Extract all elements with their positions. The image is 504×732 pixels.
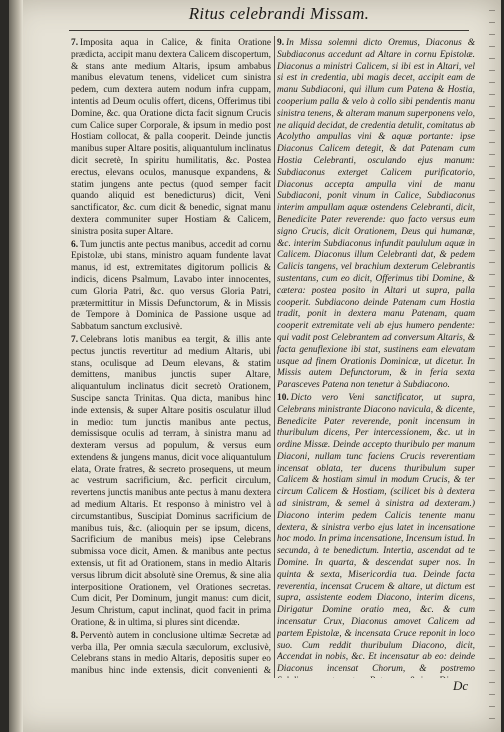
ruler-tick	[489, 178, 495, 179]
ruler-tick	[489, 250, 495, 251]
paragraph	[71, 240, 271, 334]
paragraph	[277, 393, 475, 678]
paragraph-text: Tum junctis ante pectus manibus, accedit ad cornu Epistolæ, ubi stans, ministro aquam fundente lavat manus, id est, extremitates digitorum pollicis & indicis, dicens Psalmum, Lavabo inter innocentes, cum Gloria Patri, &c. quo versus Gloria Patri, prætermittitur in Missis Defunctorum, & in Missis de Tempore à Dominica de Passione usque ad Sabbatum sanctum exclusivè.	[71, 239, 271, 333]
paragraph	[71, 631, 271, 678]
ruler-tick	[489, 202, 495, 203]
paragraph-number: 10.	[277, 392, 289, 403]
ruler-tick	[489, 682, 495, 683]
ruler-tick	[489, 70, 495, 71]
ruler-tick	[489, 298, 495, 299]
ruler-tick	[489, 226, 495, 227]
scan-ruler	[481, 0, 501, 732]
paragraph-number: 9.	[277, 38, 285, 48]
ruler-tick	[489, 694, 495, 695]
ruler-tick	[489, 166, 495, 167]
ruler-tick	[489, 58, 495, 59]
paragraph-number: 7.	[71, 334, 79, 345]
ruler-tick	[489, 454, 495, 455]
ruler-tick	[489, 598, 495, 599]
ruler-tick	[489, 130, 495, 131]
ruler-tick	[489, 322, 495, 323]
ruler-tick	[489, 94, 495, 95]
ruler-tick	[489, 514, 495, 515]
right-text-column	[277, 38, 475, 678]
ruler-tick	[489, 634, 495, 635]
catchword: Dc	[453, 678, 469, 693]
paragraph-text: Perventò autem in conclusione ultimæ Secretæ ad verba illa, Per omnia sæcula sæculorum, exclusivè, Celebrans stans in medio Altaris, depositis super eo manibus hinc inde extensis, dicit convenienti &	[71, 630, 271, 677]
paragraph-text: Dicto vero Veni sanctificator, ut supra, Celebrans ministrante Diacono navicula, & dicente, Benedicite Pater reverende, ponit incensum in thuribulum dicens, Per intercessionem, &c. ut in ordine Missæ. Deinde accepto thuribulo per manum Diaconi, nullam tunc faciens Crucis reverentiam incensat oblata, ter ducens thuribulum super Calicem & hostiam simul in modum Crucis, & ter circum Calicem & Hostiam, (scilicet bis à dextera ad sinistram, & semel à sinistra ad dexteram.) Diacono interim pedem Calicis tenente manu dextera, & sinistra verbo ejus latet in incensatione hoc modo. In prima incensatione, Incensum istud. In secunda, à te benedictum. Intertia, ascendat ad te Domine. In quarta, & descendat super nos. In quinta & sexta, Misericordia tua. Deinde facta reverentia, incensat Crucem & altare, ut dictum est supra, assistente eodem Diacono, interim dicens, Dirigatur Domine oratio mea, &c. & cum incensatur Crux, Diaconus amovet Calicem ad partem Epistolæ, & incensata Cruce reponit in loco suo. Cum reddit thuribulum Diacono, dicit, Accendat in nobis, &c. Et incensatur ab eo: deinde Diaconus incensat Chorum, & postremo	[277, 392, 475, 675]
ruler-tick	[489, 718, 495, 719]
book-spine-shadow	[9, 0, 23, 732]
ruler-tick	[489, 190, 495, 191]
ruler-tick	[489, 646, 495, 647]
paragraph-text: Imposita aqua in Calice, & finita Oratione prædicta, accipit manu dextera Calicem discopertum, & stans ante medium Altaris, ipsum ambabus manibus elevatum tenens, videlicet cum sinistra pedem, cum dextera autem nodum infra cuppam, intentis ad Deum oculis offert, dicens, Offerimus tibi Domine, &c. qua Oratione dicta facit signum Crucis cum Calice super Corporale, & ipsum in medio post Hostiam collocat, & palla cooperit. Deinde junctis manibus super Altare positis, aliquantulum inclinatus dicit secretè, In spiritu humilitatis, &c. Postea erectus, elevans oculos, manusque expandens, & statim jungens ante pectus (quod semper facit quando aliquid est benedicturus) dicit, Veni sanctificator, &c. cum dicit & benedic, signat manu dextera communiter super Hostiam & Calicem, sinistra posita super Altare.	[71, 38, 271, 237]
ruler-tick	[489, 10, 495, 11]
ruler-tick	[489, 382, 495, 383]
ruler-tick	[489, 46, 495, 47]
ruler-tick	[489, 490, 495, 491]
ruler-tick	[489, 82, 495, 83]
ruler-tick	[489, 334, 495, 335]
ruler-tick	[489, 562, 495, 563]
running-header	[129, 4, 429, 30]
ruler-tick	[489, 622, 495, 623]
ruler-tick	[489, 502, 495, 503]
header-rule	[69, 30, 469, 31]
ruler-tick	[489, 286, 495, 287]
ruler-tick	[489, 262, 495, 263]
ruler-tick	[489, 310, 495, 311]
ruler-tick	[489, 610, 495, 611]
ruler-tick	[489, 22, 495, 23]
paragraph-text: In Missa solemni dicto Oremus, Diaconus & Subdiaconus accedunt ad Altare in cornu Epistolæ. Diaconus a ministri Calicem, si ibi est in Altari, vel si est in credentia, ubi magis decet, accipit eam de manu Subdiaconi, qui illum cum Patena & Hostia, cooperium palla & velo à collo sibi pendentis manu sinistra tenens, & alteram manum superponens velo, ne aliquid decidat, de credentia detulit, comitatus ab Acolytho ampullas vini & aquæ portante: ipse Diaconus Calicem detegit, & dat Patenam cum Hostia Celebranti, osculando ejus manum: Subdiaconus exterget Calicem purificatorio, Diaconus accepta ampulla vini de manu Subdiaconi, ponit vinum in Calice, Subdiaconus interim ampullam aquæ ostendens Celebranti, dicit, Benedicite Pater reverende: quo facto versus eum signo Crucis, dicit Orationem, Deus qui humanæ, &c. interim Subdiaconus infundit paululum aquæ in Calicem. Diaconus illum Celebranti dat, & pedem Calicis tangens, vel brachium dexterum Celebrantis sustentans, cum eo dicit, Offerimus tibi Domine, & cætera: postea posito in Altari ut supra, palla cooperit. Subdiacono deinde Patenam cum Hostia tradit, ponit in dextera manu Patenam, quam cooperit extremitate veli ab ejus humero pendente: qui vadit post Celebrantem ad conversum Altaris, & facta genuflexione ibi stat, sustinens eam elevatam usque ad finem Orationis Dominicæ, ut dicetur. In Missis autem Defunctorum, & in feria sexta Parasceves Patena non tenetur à Subdiacono.	[277, 38, 475, 391]
page-title: Ritus celebrandi Missam.	[188, 4, 370, 23]
ruler-tick	[489, 34, 495, 35]
paragraph	[71, 335, 271, 630]
ruler-tick	[489, 478, 495, 479]
ruler-tick	[489, 406, 495, 407]
paragraph-number: 8.	[71, 630, 79, 641]
ruler-tick	[489, 442, 495, 443]
ruler-tick	[489, 658, 495, 659]
paragraph	[277, 38, 475, 392]
ruler-tick	[489, 526, 495, 527]
paragraph-number: 7.	[71, 38, 79, 48]
ruler-tick	[489, 358, 495, 359]
ruler-tick	[489, 370, 495, 371]
ruler-tick	[489, 106, 495, 107]
ruler-tick	[489, 238, 495, 239]
ruler-tick	[489, 466, 495, 467]
ruler-tick	[489, 538, 495, 539]
ruler-tick	[489, 142, 495, 143]
ruler-tick	[489, 118, 495, 119]
ruler-tick	[489, 586, 495, 587]
ruler-tick	[489, 550, 495, 551]
ruler-tick	[489, 430, 495, 431]
ruler-tick	[489, 154, 495, 155]
column-divider	[274, 36, 275, 678]
ruler-tick	[489, 574, 495, 575]
ruler-tick	[489, 346, 495, 347]
left-text-column	[71, 38, 271, 678]
ruler-tick	[489, 394, 495, 395]
ruler-tick	[489, 274, 495, 275]
ruler-tick	[489, 670, 495, 671]
book-page	[9, 0, 501, 732]
ruler-tick	[489, 706, 495, 707]
ruler-tick	[489, 214, 495, 215]
paragraph-number: 6.	[71, 239, 79, 250]
ruler-tick	[489, 418, 495, 419]
paragraph-text: Celebrans lotis manibus ea tergit, & illis ante pectus junctis revertitur ad medium Altaris, ubi stans, oculisque ad Deum elevans, & statim demittens, manibus junctis super Altare, aliquantulum inclinatus dicit secretò Orationem, Suscipe sancta Trinitas. Qua dicta, manibus hinc inde extensis, & super Altare positis osculatur illud in medio: tum junctis manibus ante pectus, demissisque oculis ad terram, à sinistra manu ad dexteram versus ad populum, & versus eum extendens & jungens manus, dicit voce aliquantulum elata, Orate fratres, & secreto prosequens, ut meum ac vestrum sacrificium, &c. perficit circulum, revertens junctis manibus ante pectus à manu dextera ad medium Altaris. Et responso à ministro vel à circumstantibus, Suscipiat Dominus sacrificium de manibus tuis, &c. (alioquin per se ipsum, dicens, Sacrificium de manibus meis) ipse Celebrans submissa voce dicit, Amen. & manibus ante pectus extensis, ut fit ad Orationem, stans in medio Altaris versus librum dicit absolutè sine Oremus, & sine alia interpositione Orationem, vel Orationes secretas. Cum dicit, Per Dominum, jungit manus: cum dicit, Jesum Christum, caput inclinat, quod facit in prima Oratione, & in ultima, si plures sint dicendæ.	[71, 334, 271, 629]
paragraph	[71, 38, 271, 239]
